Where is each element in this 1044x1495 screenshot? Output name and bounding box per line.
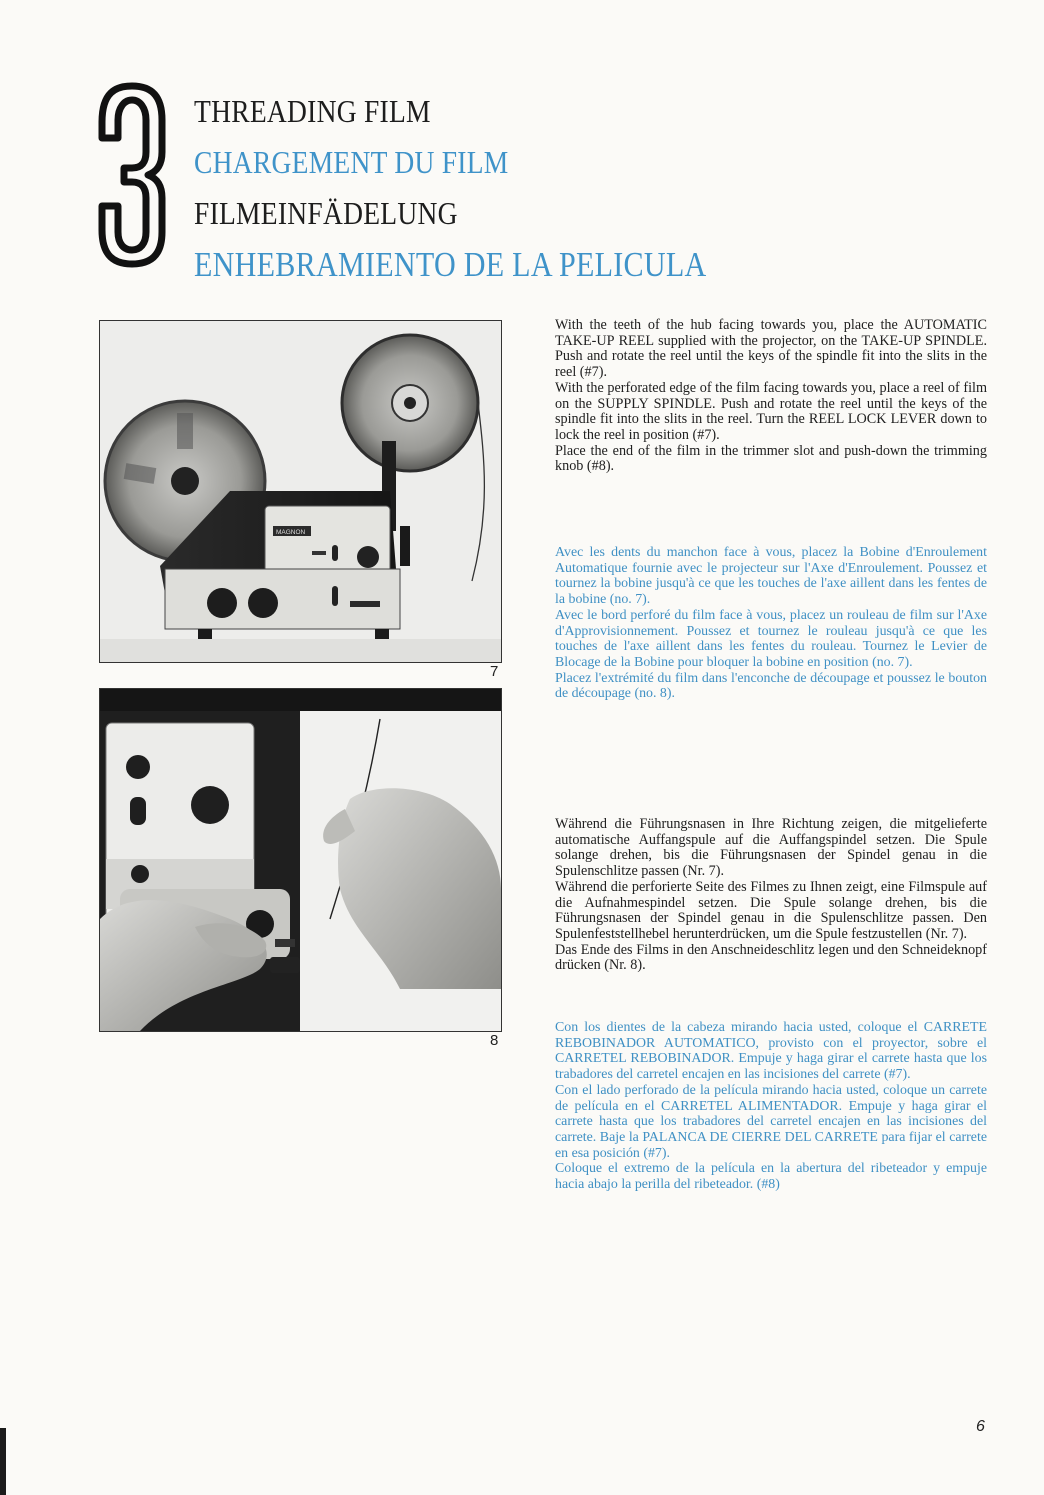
- english-paragraph: With the teeth of the hub facing towards you, place the AUTOMATIC TAKE-UP REEL supplied with the projector, on the TAKE-UP SPINDLE. Push and rotate the reel until the keys of the spindle fit into the slits in the reel (#7).: [555, 317, 987, 381]
- spanish-paragraph: Con los dientes de la cabeza mirando hacia usted, coloque el CARRETE REBOBINADOR AUTOMATICO, provisto con el proyector, sobre el CARRETEL REBOBINADOR. Empuje y haga girar el carrete hasta que los trabadores del carretel encajen en las incisiones del carrete (#7).: [555, 1020, 987, 1083]
- german-paragraph: Das Ende des Films in den Anschneideschlitz legen und den Schneideknopf drücken (Nr. 8).: [555, 941, 987, 974]
- title-german: FILMEINFÄDELUNG: [194, 195, 458, 231]
- page-number: 6: [976, 1418, 985, 1435]
- figure-7-projector-photo: [99, 320, 502, 663]
- brand-label: MAGNON: [276, 529, 306, 536]
- english-paragraph: Place the end of the film in the trimmer slot and push-down the trimming knob (#8).: [555, 442, 987, 475]
- spanish-paragraph: Con el lado perforado de la película mirando hacia usted, coloque un carrete de película en el CARRETEL ALIMENTADOR. Empuje y haga girar el carrete hasta que los trabadores del carretel encajen en las incisiones del carrete. Baje la PALANCA DE CIERRE DEL CARRETE para fijar el carrete en esa posición (#7).: [555, 1082, 987, 1161]
- instructions-french: [555, 545, 987, 702]
- chapter-number-3: [96, 82, 168, 268]
- figure-8-threading-photo: [99, 688, 502, 1032]
- figure-8-label: 8: [490, 1032, 499, 1049]
- english-paragraph: With the perforated edge of the film facing towards you, place a reel of film on the SUPPLY SPINDLE. Push and rotate the reel until the keys of the spindle fit into the slits in the reel. Turn the REEL LOCK LEVER down to lock the reel in position (#7).: [555, 379, 987, 443]
- spanish-paragraph: Coloque el extremo de la película en la abertura del ribeteador y empuje hacia abajo la perilla del ribeteador. (#8): [555, 1161, 987, 1193]
- scan-edge-mark: [0, 1428, 6, 1495]
- french-paragraph: Avec les dents du manchon face à vous, placez la Bobine d'Enroulement Automatique fournie avec le projecteur sur l'Axe d'Enroulement. Poussez et tournez la bobine jusqu'à ce que les touches de l'axe aillent dans les fentes de la bobine (no. 7).: [555, 545, 987, 608]
- french-paragraph: Placez l'extrémité du film dans l'enconche de découpage et poussez le bouton de découpage (no. 8).: [555, 670, 987, 702]
- title-english: THREADING FILM: [194, 93, 431, 129]
- french-paragraph: Avec le bord perforé du film face à vous, placez un rouleau de film sur l'Axe d'Approvisionnement. Poussez et tournez le rouleau jusqu'à ce que les touches de l'axe aillent dans les fentes du rouleau. Tournez le Levier de Blocage de la Bobine pour bloquer la bobine en position (no. 7).: [555, 607, 987, 670]
- title-spanish: ENHEBRAMIENTO DE LA PELICULA: [194, 245, 707, 284]
- title-french: CHARGEMENT DU FILM: [194, 144, 509, 180]
- instructions-spanish: [555, 1020, 987, 1193]
- instructions-english: [555, 318, 987, 475]
- instructions-german: [555, 817, 987, 974]
- chapter-titles: [194, 86, 790, 290]
- german-paragraph: Während die Führungsnasen in Ihre Richtung zeigen, die mitgelieferte automatische Auffangspule auf die Auffangspindel setzen. Die Spule solange drehen, bis die Führungsnasen der Spindel genau in die Spulenschlitze passen (Nr. 7).: [555, 816, 987, 880]
- german-paragraph: Während die perforierte Seite des Filmes zu Ihnen zeigt, eine Filmspule auf die Aufnahmespindel setzen. Die Spule solange drehen, bis die Führungsnasen der Spindel genau in die Spulenschlitze passen. Den Spulenfeststellhebel herunterdrücken, um die Spule festzustellen (Nr. 7).: [555, 878, 987, 942]
- figure-7-label: 7: [490, 663, 499, 680]
